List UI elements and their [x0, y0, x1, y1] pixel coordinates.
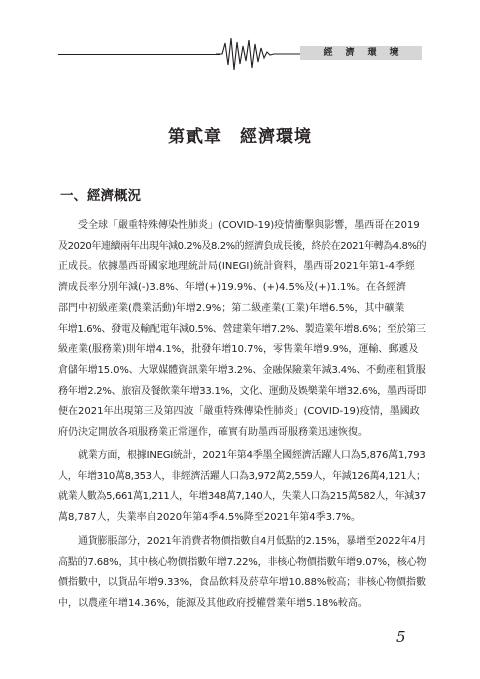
paragraph-inflation — [58, 532, 426, 615]
chapter-title: 第貳章 經濟環境 — [168, 127, 312, 147]
heartbeat-wave-icon — [216, 34, 304, 74]
page-header — [0, 0, 480, 70]
paragraph-line: 高點的7.68%，其中核心物價指數年增7.22%，非核心物價指數年增9.07%，核心物 — [58, 556, 427, 568]
header-rule-left — [58, 54, 220, 55]
paragraph-line: 通貨膨脹部分，2021年消費者物價指數自4月低點的2.15%，暴增至2022年4月 — [78, 536, 427, 547]
paragraph-line: 務年增2.2%、旅宿及餐飲業年增33.1%，文化、運動及娛樂業年增32.6%，墨西哥即 — [58, 385, 426, 397]
paragraph-line: 部門中初級產業(農業活動)年增2.9%；第二級產業(工業)年增6.5%，其中礦業 — [58, 302, 405, 314]
paragraph-economy — [58, 216, 426, 444]
paragraph-line: 正成長。依據墨西哥國家地理統計局(INEGI)統計資料，墨西哥2021年第1-4季經 — [58, 261, 416, 273]
paragraph-line: 受全球「嚴重特殊傳染性肺炎」(COVID-19)疫情衝擊與影響，墨西哥在2019 — [78, 220, 420, 231]
paragraph-line: 年增1.6%、發電及輸配電年減0.5%、營建業年增7.2%、製造業年增8.6%；至於第三 — [58, 323, 426, 335]
paragraph-line: 便在2021年出現第三及第四波「嚴重特殊傳染性肺炎」(COVID-19)疫情，墨國政 — [58, 406, 420, 418]
paragraph-line: 價指數中，以貨品年增9.33%，食品飲料及菸草年增10.88%較高；非核心物價指數 — [58, 577, 426, 589]
paragraph-employment — [58, 446, 426, 529]
paragraph-line: 府仍決定開放各項服務業正常運作，確實有助墨西哥服務業迅速恢復。 — [58, 427, 368, 439]
paragraph-line: 萬8,787人，失業率自2020年第4季4.5%降至2021年第4季3.7%。 — [58, 512, 362, 524]
paragraph-line: 濟成長率分別年減(-)3.8%、年增(+)19.9%、(+)4.5%及(+)1.1%。在各經濟 — [58, 282, 406, 294]
section-heading: 一、經濟概況 — [60, 188, 141, 204]
paragraph-line: 就業人數為5,661萬1,211人，年增348萬7,140人，失業人口為215萬582人，年減37 — [58, 491, 426, 503]
paragraph-line: 及2020年連續兩年出現年減0.2%及8.2%的經濟負成長後，終於在2021年轉為4.8%的 — [58, 240, 427, 252]
paragraph-line: 級產業(服務業)則年增4.1%，批發年增10.7%，零售業年增9.9%，運輸、郵遞及 — [58, 344, 419, 356]
page-number: 5 — [396, 628, 406, 646]
header-section-label: 經濟環境 — [300, 46, 422, 60]
paragraph-line: 就業方面，根據INEGI統計，2021年第4季墨全國經濟活躍人口為5,876萬1,793 — [78, 450, 426, 461]
paragraph-line: 中，以農產年增14.36%，能源及其他政府授權營業年增5.18%較高。 — [58, 598, 368, 610]
paragraph-line: 人，年增310萬8,353人，非經濟活躍人口為3,972萬2,559人，年減126萬4,121人； — [58, 470, 426, 482]
paragraph-line: 倉儲年增15.0%、大眾媒體資訊業年增3.2%、金融保險業年減3.4%、不動產租賃服 — [58, 364, 426, 376]
